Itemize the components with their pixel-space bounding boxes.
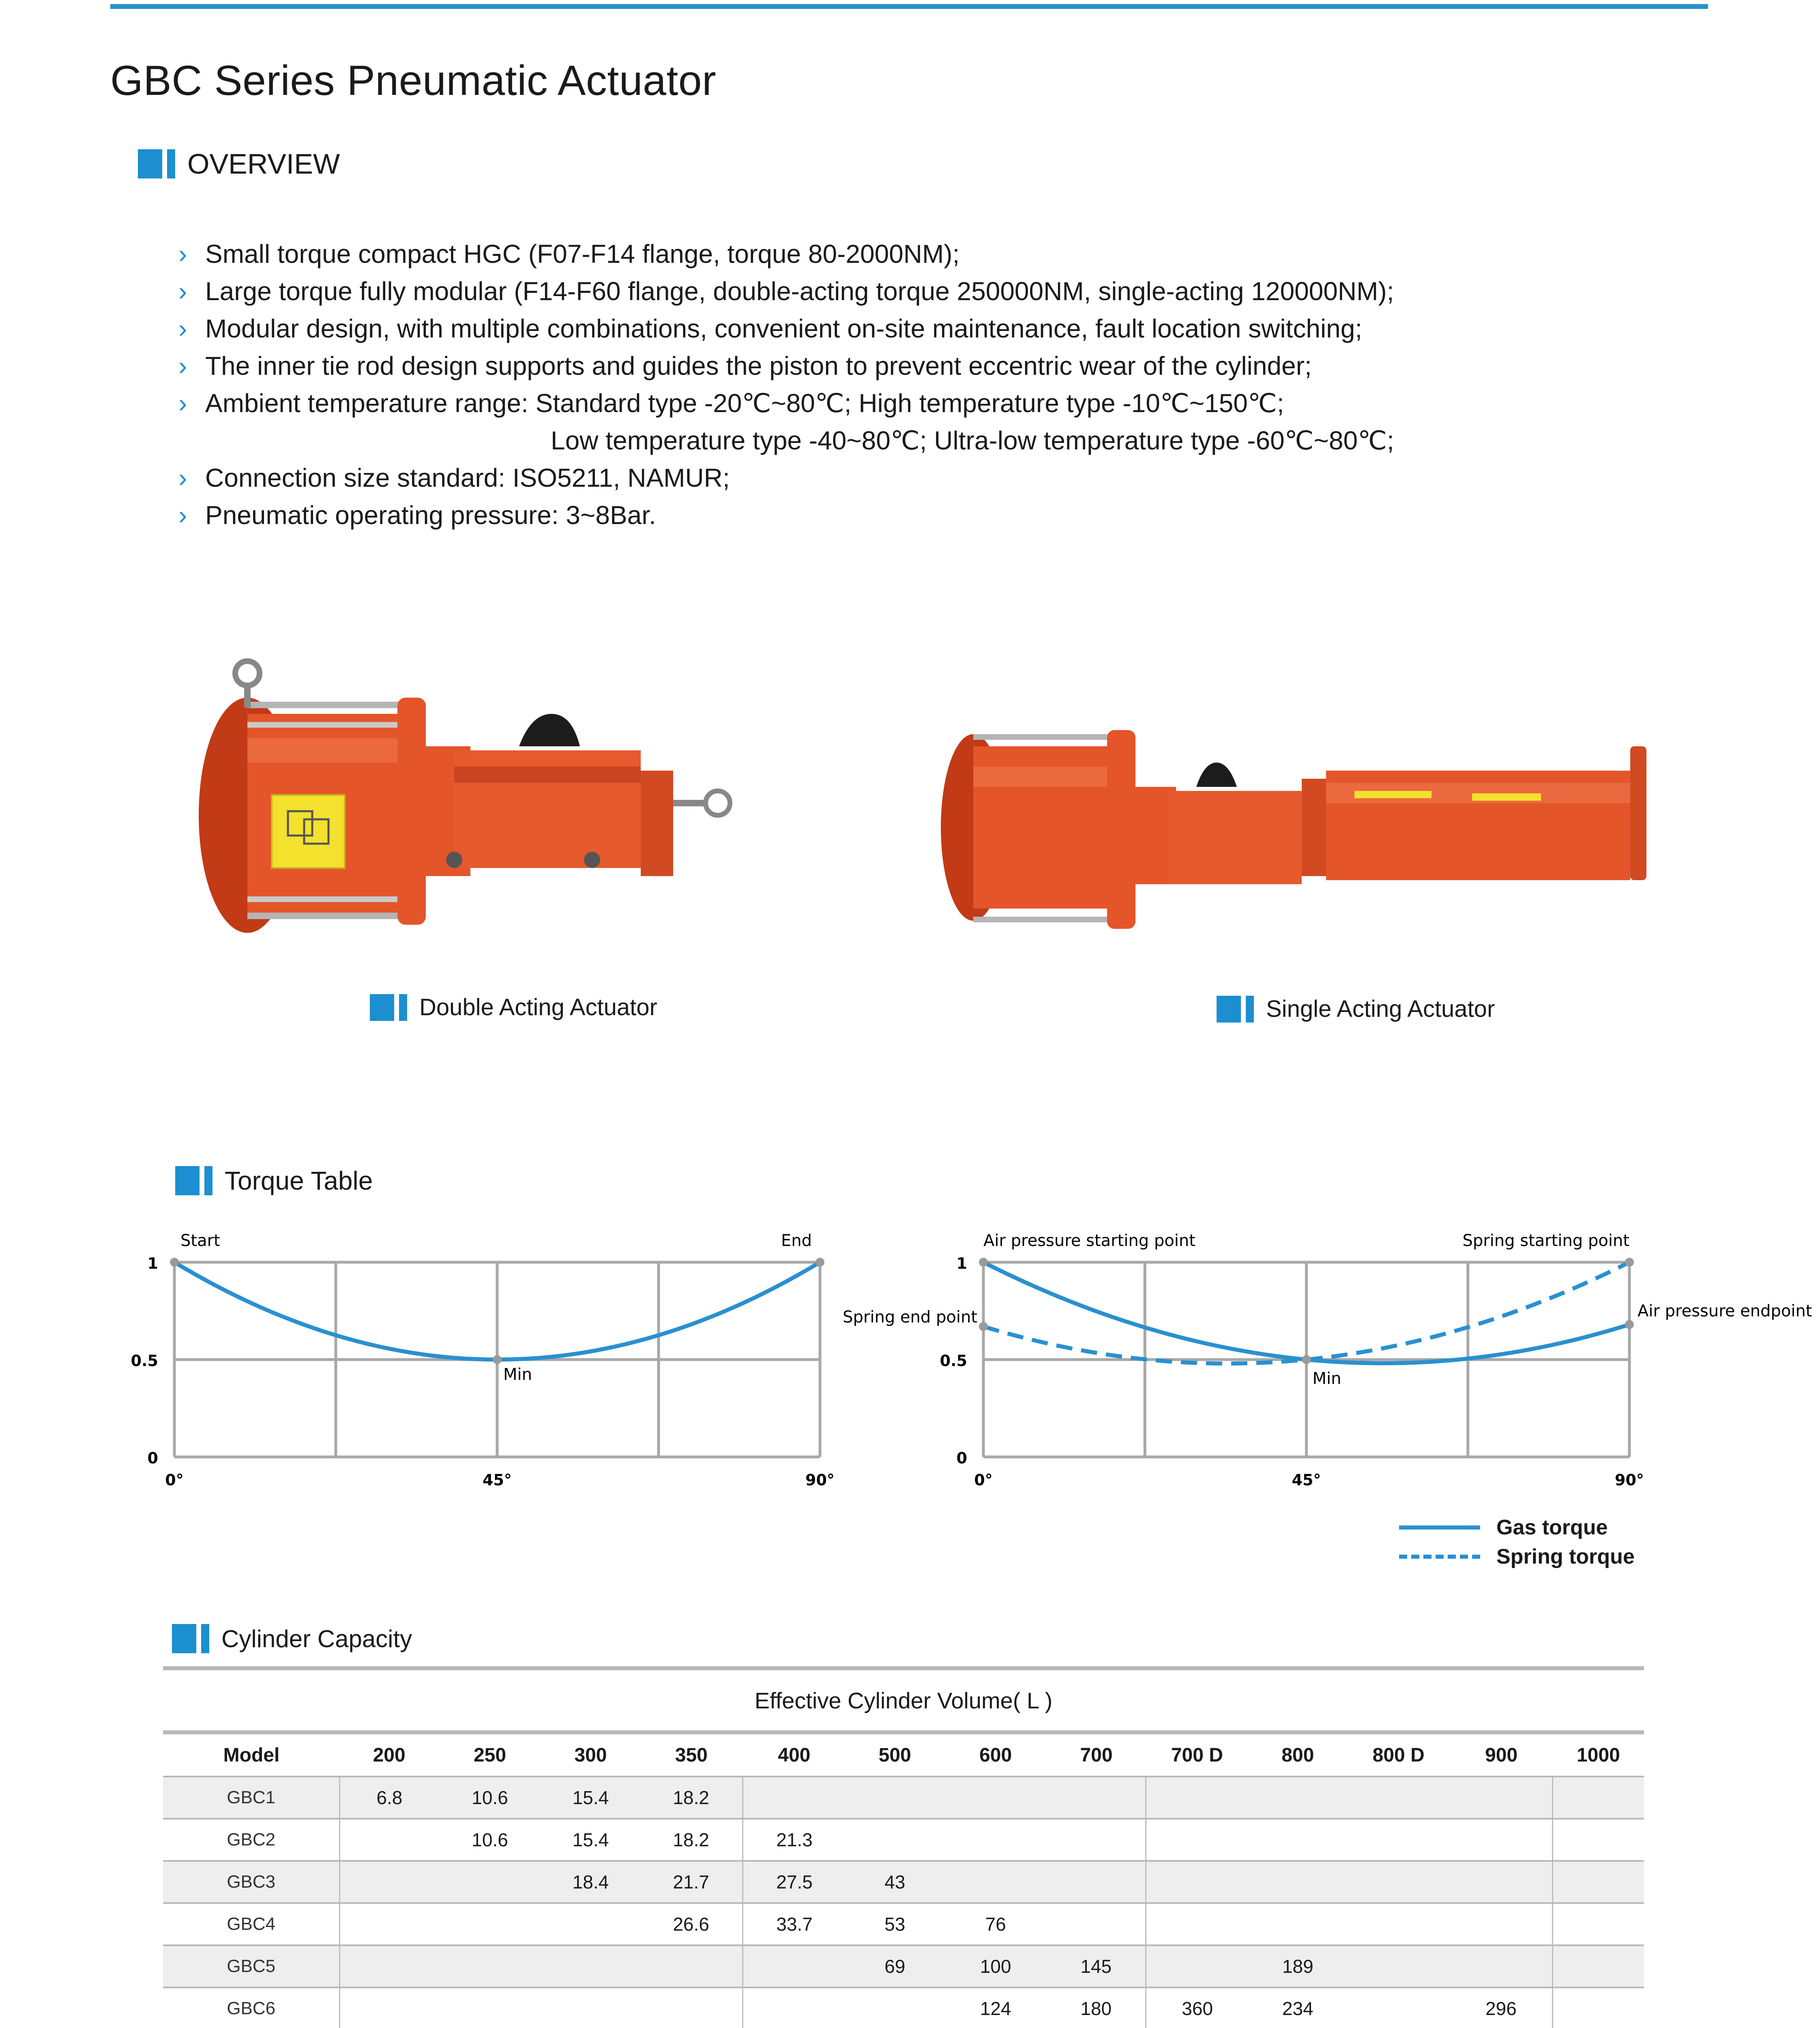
table-cell — [1347, 1987, 1450, 2028]
cylinder-heading: Cylinder Capacity — [221, 1625, 412, 1652]
column-header: 900 — [1450, 1732, 1552, 1777]
table-cell — [640, 1945, 743, 1987]
table-cell — [1450, 1819, 1552, 1861]
double-acting-caption: Double Acting Actuator — [370, 994, 657, 1021]
table-cell — [1450, 1777, 1552, 1819]
table-cell: 15.4 — [541, 1819, 640, 1861]
table-cell — [1047, 1777, 1146, 1819]
x-tick-label: 45° — [1292, 1471, 1321, 1489]
table-cell: 26.6 — [640, 1903, 743, 1945]
column-header: 350 — [640, 1732, 743, 1777]
table-cell — [1553, 1987, 1644, 2028]
annotation-spring-start: Spring starting point — [1462, 1231, 1629, 1250]
dashed-line-icon — [1399, 1555, 1480, 1559]
column-header: 800 — [1249, 1732, 1347, 1777]
list-item: › Connection size standard: ISO5211, NAMUR; — [178, 459, 1679, 496]
table-cell — [1347, 1777, 1450, 1819]
table-cell — [1347, 1861, 1450, 1903]
column-header: 700 — [1047, 1732, 1146, 1777]
cylinder-capacity-table — [163, 1666, 1644, 2028]
y-tick-label: 0 — [147, 1449, 158, 1467]
table-cell: 18.2 — [640, 1777, 743, 1819]
table-cell — [1553, 1777, 1644, 1819]
table-cell: 33.7 — [743, 1903, 846, 1945]
column-header: 1000 — [1553, 1732, 1644, 1777]
table-row — [163, 1903, 1644, 1945]
model-cell: GBC4 — [163, 1903, 340, 1945]
table-cell: 145 — [1047, 1945, 1146, 1987]
table-cell: 10.6 — [438, 1777, 541, 1819]
chevron-right-icon: › — [178, 239, 187, 269]
table-header-row — [163, 1732, 1644, 1777]
table-cell — [541, 1903, 640, 1945]
y-tick-label: 0.5 — [131, 1352, 158, 1370]
table-cell — [1249, 1777, 1347, 1819]
table-cell: 124 — [944, 1987, 1047, 2028]
model-cell: GBC6 — [163, 1987, 340, 2028]
single-acting-caption: Single Acting Actuator — [1217, 995, 1495, 1023]
model-cell: GBC1 — [163, 1777, 340, 1819]
table-cell: 234 — [1249, 1987, 1347, 2028]
table-cell — [944, 1777, 1047, 1819]
list-item: › The inner tie rod design supports and guides the piston to prevent eccentric wear of the cylinder; — [178, 347, 1679, 385]
table-cell — [340, 1903, 438, 1945]
table-cell — [438, 1903, 541, 1945]
table-cell — [1249, 1861, 1347, 1903]
y-tick-label: 1 — [147, 1255, 158, 1272]
chevron-right-icon: › — [178, 277, 187, 306]
column-header: 600 — [944, 1732, 1047, 1777]
list-item-continuation: Low temperature type -40~80℃; Ultra-low temperature type -60℃~80℃; — [551, 426, 1394, 455]
table-cell — [1047, 1819, 1146, 1861]
table-cell — [1553, 1945, 1644, 1987]
table-cell — [944, 1819, 1047, 1861]
table-title: Effective Cylinder Volume( L ) — [163, 1668, 1644, 1732]
chevron-right-icon: › — [178, 501, 187, 530]
y-tick-label: 0 — [956, 1449, 967, 1467]
table-row — [163, 1861, 1644, 1903]
table-cell — [1249, 1903, 1347, 1945]
column-header: 250 — [438, 1732, 541, 1777]
column-header-model: Model — [163, 1732, 340, 1777]
table-cell — [743, 1777, 846, 1819]
model-cell: GBC3 — [163, 1861, 340, 1903]
table-cell — [846, 1777, 944, 1819]
list-item: › Large torque fully modular (F14-F60 flange, double-acting torque 250000NM, single-acting 120000NM); — [178, 273, 1679, 310]
page-title: GBC Series Pneumatic Actuator — [110, 57, 717, 104]
data-point — [979, 1258, 988, 1267]
table-cell: 53 — [846, 1903, 944, 1945]
table-cell — [1146, 1903, 1248, 1945]
chevron-right-icon: › — [178, 463, 187, 492]
annotation-end: End — [781, 1231, 812, 1250]
list-item: › Small torque compact HGC (F07-F14 flange, torque 80-2000NM); — [178, 235, 1679, 273]
table-row — [163, 1945, 1644, 1987]
chevron-right-icon: › — [178, 389, 187, 418]
column-header: 300 — [541, 1732, 640, 1777]
cylinder-header — [172, 1624, 412, 1653]
table-row — [163, 1777, 1644, 1819]
table-cell — [1450, 1945, 1552, 1987]
table-cell — [1347, 1903, 1450, 1945]
table-cell — [944, 1861, 1047, 1903]
table-cell — [846, 1819, 944, 1861]
table-cell: 27.5 — [743, 1861, 846, 1903]
section-marker-icon — [172, 1624, 209, 1653]
table-cell: 189 — [1249, 1945, 1347, 1987]
column-header: 500 — [846, 1732, 944, 1777]
solid-line-icon — [1399, 1525, 1480, 1530]
x-tick-label: 45° — [483, 1471, 512, 1489]
torque-legend — [1399, 1513, 1635, 1571]
list-item: › Modular design, with multiple combinations, convenient on-site maintenance, fault location switching; — [178, 310, 1679, 347]
annotation-start: Start — [180, 1231, 220, 1250]
data-point — [1625, 1258, 1634, 1267]
chevron-right-icon: › — [178, 314, 187, 343]
table-cell — [1553, 1819, 1644, 1861]
table-cell — [1047, 1861, 1146, 1903]
annotation-spring-end: Spring end point — [843, 1308, 977, 1327]
data-point — [1625, 1320, 1634, 1329]
table-cell — [340, 1945, 438, 1987]
legend-item-spring: Spring torque — [1399, 1542, 1635, 1571]
table-cell — [1146, 1861, 1248, 1903]
x-tick-label: 90° — [1615, 1471, 1644, 1489]
table-cell — [1146, 1945, 1248, 1987]
table-cell — [1146, 1819, 1248, 1861]
annotation-air-end: Air pressure endpoint — [1638, 1302, 1812, 1321]
table-cell: 18.4 — [541, 1861, 640, 1903]
data-point — [979, 1322, 988, 1331]
model-cell: GBC5 — [163, 1945, 340, 1987]
table-cell — [1450, 1903, 1552, 1945]
torque-heading: Torque Table — [225, 1166, 373, 1195]
table-cell — [846, 1987, 944, 2028]
table-cell — [1249, 1819, 1347, 1861]
list-item: › Pneumatic operating pressure: 3~8Bar. — [178, 496, 1679, 534]
table-cell — [1450, 1861, 1552, 1903]
annotation-air-start: Air pressure starting point — [983, 1231, 1195, 1250]
x-tick-label: 0° — [165, 1471, 184, 1489]
table-cell — [1553, 1903, 1644, 1945]
column-header: 400 — [743, 1732, 846, 1777]
table-cell: 100 — [944, 1945, 1047, 1987]
table-cell — [1347, 1945, 1450, 1987]
model-cell: GBC2 — [163, 1819, 340, 1861]
chevron-right-icon: › — [178, 351, 187, 380]
table-cell — [1347, 1819, 1450, 1861]
table-cell: 15.4 — [541, 1777, 640, 1819]
data-point — [1302, 1355, 1311, 1364]
overview-heading: OVERVIEW — [187, 148, 340, 180]
table-cell — [1146, 1777, 1248, 1819]
table-cell: 21.7 — [640, 1861, 743, 1903]
x-tick-label: 90° — [805, 1471, 835, 1489]
table-cell — [541, 1945, 640, 1987]
table-cell — [438, 1861, 541, 1903]
table-cell: 6.8 — [340, 1777, 438, 1819]
table-cell: 180 — [1047, 1987, 1146, 2028]
table-cell: 76 — [944, 1903, 1047, 1945]
y-tick-label: 1 — [956, 1255, 967, 1272]
table-cell — [743, 1987, 846, 2028]
table-cell: 296 — [1450, 1987, 1552, 2028]
annotation-min: Min — [1312, 1369, 1341, 1388]
table-cell — [438, 1987, 541, 2028]
table-cell: 18.2 — [640, 1819, 743, 1861]
column-header: 200 — [340, 1732, 438, 1777]
table-cell: 43 — [846, 1861, 944, 1903]
annotation-min: Min — [503, 1365, 532, 1384]
table-cell — [340, 1987, 438, 2028]
table-cell — [340, 1819, 438, 1861]
table-cell — [743, 1945, 846, 1987]
x-tick-label: 0° — [974, 1471, 993, 1489]
legend-item-gas: Gas torque — [1399, 1513, 1635, 1542]
table-cell: 21.3 — [743, 1819, 846, 1861]
table-row — [163, 1819, 1644, 1861]
list-item: › Ambient temperature range: Standard type -20℃~80℃; High temperature type -10℃~150℃; — [178, 385, 1679, 422]
table-row — [163, 1987, 1644, 2028]
table-cell — [438, 1945, 541, 1987]
y-tick-label: 0.5 — [940, 1352, 967, 1370]
table-cell — [1047, 1903, 1146, 1945]
table-cell: 360 — [1146, 1987, 1248, 2028]
table-cell — [1553, 1861, 1644, 1903]
column-header: 700 D — [1146, 1732, 1248, 1777]
table-cell: 69 — [846, 1945, 944, 1987]
column-header: 800 D — [1347, 1732, 1450, 1777]
table-cell — [640, 1987, 743, 2028]
table-cell: 10.6 — [438, 1819, 541, 1861]
table-cell — [340, 1861, 438, 1903]
table-cell — [541, 1987, 640, 2028]
